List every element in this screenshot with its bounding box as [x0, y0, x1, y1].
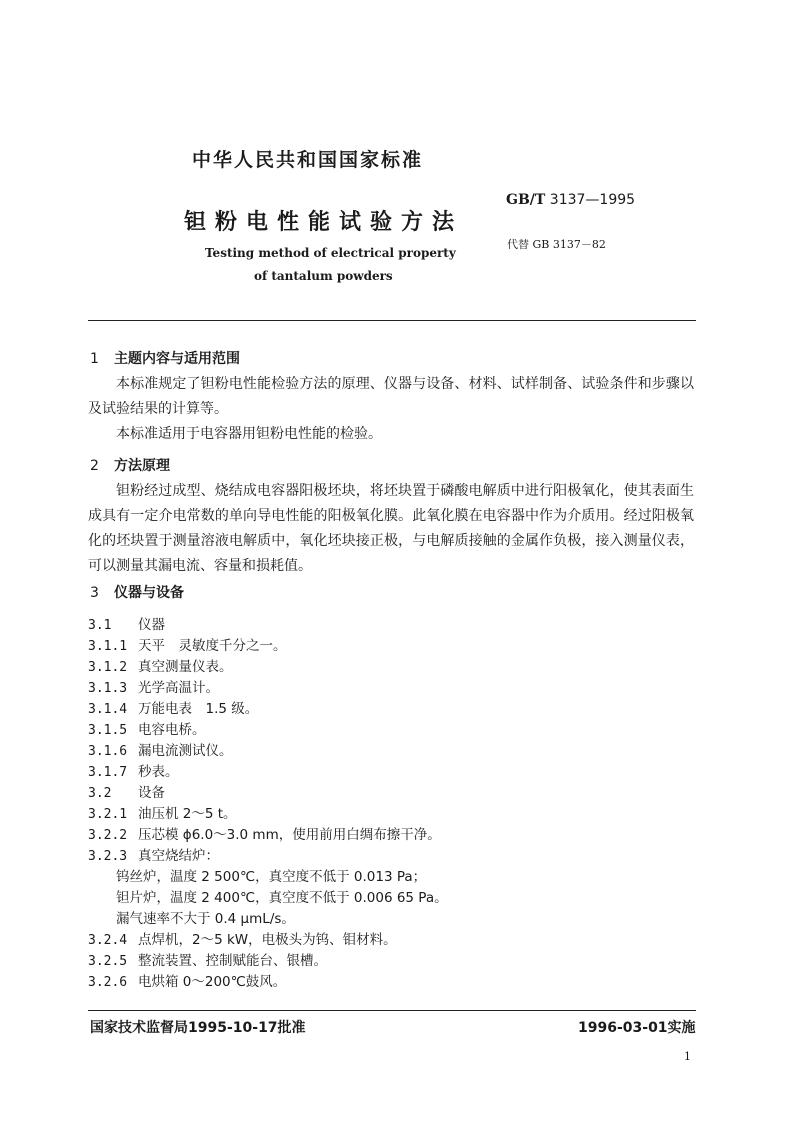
- section-title: 主题内容与适用范围: [114, 351, 240, 367]
- list-item: [88, 970, 286, 990]
- item-number: 3.2.1: [88, 807, 128, 822]
- list-item: [88, 949, 327, 969]
- national-standard-heading: 中华人民共和国国家标准: [192, 149, 424, 171]
- standard-code-prefix: GB/T: [506, 192, 546, 208]
- list-item: [88, 655, 233, 675]
- document-title-en-line2: of tantalum powders: [254, 269, 393, 283]
- replaces-standard: 代替 GB 3137－82: [507, 238, 606, 251]
- list-item: [88, 697, 258, 717]
- item-text: 天平 灵敏度千分之一。: [138, 638, 287, 654]
- standard-code: [506, 192, 635, 208]
- paragraph: 本标准规定了钽粉电性能检验方法的原理、仪器与设备、材料、试样制备、试验条件和步骤以及试验结果的计算等。: [88, 376, 694, 417]
- list-item: [88, 613, 165, 633]
- item-text: 秒表。: [138, 764, 179, 780]
- item-text: 电烘箱 0～200℃鼓风。: [138, 974, 287, 990]
- item-number: 3.2.2: [88, 828, 128, 843]
- list-item: [88, 760, 179, 780]
- section-number: 1: [90, 351, 99, 367]
- item-text: 压芯模 ϕ6.0～3.0 mm，使用前用白绸布擦干净。: [138, 827, 441, 843]
- item-number: 3.1.6: [88, 744, 128, 759]
- list-item: [88, 781, 165, 801]
- item-number: 3.1.3: [88, 681, 128, 696]
- implementation-date: 1996-03-01实施: [578, 1020, 696, 1036]
- item-text: 设备: [138, 785, 165, 801]
- item-number: 3.2.4: [88, 933, 128, 948]
- standard-code-number: 3137—1995: [549, 192, 636, 208]
- list-item: [88, 634, 287, 654]
- list-item: [88, 676, 219, 696]
- section-3-heading: [90, 582, 184, 602]
- item-text: 点焊机，2～5 kW，电极头为钨、钼材料。: [138, 932, 397, 948]
- item-text: 光学高温计。: [138, 680, 219, 696]
- section-number: 2: [90, 458, 99, 474]
- item-number: 3.1.2: [88, 660, 128, 675]
- item-text: 仪器: [138, 617, 165, 633]
- item-text: 漏电流测试仪。: [138, 743, 233, 759]
- furnace-spec-line: 钽片炉，温度 2 400℃，真空度不低于 0.006 65 Pa。: [116, 890, 448, 906]
- furnace-spec-line: 钨丝炉，温度 2 500℃，真空度不低于 0.013 Pa；: [116, 869, 427, 885]
- item-number: 3.1.5: [88, 723, 128, 738]
- item-number: 3.2.3: [88, 849, 128, 864]
- item-text: 电容电桥。: [138, 722, 206, 738]
- item-text: 万能电表 1.5 级。: [138, 701, 259, 717]
- item-text: 整流装置、控制赋能台、银槽。: [138, 953, 327, 969]
- list-item: [88, 844, 219, 864]
- item-number: 3.1.7: [88, 765, 128, 780]
- item-text: 真空测量仪表。: [138, 659, 233, 675]
- header-divider: [88, 320, 696, 321]
- item-number: 3.2.5: [88, 954, 128, 969]
- item-number: 3.1.1: [88, 639, 128, 654]
- footer-divider: [88, 1010, 696, 1011]
- list-item: [88, 718, 206, 738]
- item-number: 3.2: [88, 786, 112, 801]
- section-2-heading: [90, 455, 170, 475]
- paragraph: 本标准适用于电容器用钽粉电性能的检验。: [116, 426, 382, 442]
- item-text: 真空烧结炉：: [138, 848, 219, 864]
- section-2-body: [88, 479, 694, 579]
- item-text: 油压机 2～5 t。: [138, 806, 237, 822]
- section-1-body: [88, 372, 694, 447]
- item-number: 3.1.4: [88, 702, 128, 717]
- section-1-heading: [90, 348, 240, 368]
- approval-line: 国家技术监督局1995-10-17批准: [90, 1020, 306, 1036]
- furnace-spec-line: 漏气速率不大于 0.4 μmL/s。: [116, 911, 295, 927]
- paragraph: 钽粉经过成型、烧结成电容器阳极坯块，将坯块置于磷酸电解质中进行阳极氧化，使其表面生成具有一定介电常数的单向导电性能的阳极氧化膜。此氧化膜在电容器中作为介质用。经过阳极氧化的坯块置于测量溶液电解质中，氧化坯块接正极，与电解质接触的金属作负极，接入测量仪表，可以测量其漏电流、容量和损耗值。: [88, 483, 694, 574]
- document-title-cn: 钽粉电性能试验方法: [184, 210, 464, 235]
- item-number: 3.2.6: [88, 975, 128, 990]
- list-item: [88, 928, 397, 948]
- document-title-en-line1: Testing method of electrical property: [205, 246, 456, 260]
- section-title: 方法原理: [114, 458, 170, 474]
- list-item: [88, 802, 237, 822]
- section-title: 仪器与设备: [114, 585, 184, 601]
- page-number: 1: [684, 1050, 691, 1063]
- item-number: 3.1: [88, 618, 112, 633]
- list-item: [88, 739, 233, 759]
- list-item: [88, 823, 441, 843]
- section-number: 3: [90, 585, 99, 601]
